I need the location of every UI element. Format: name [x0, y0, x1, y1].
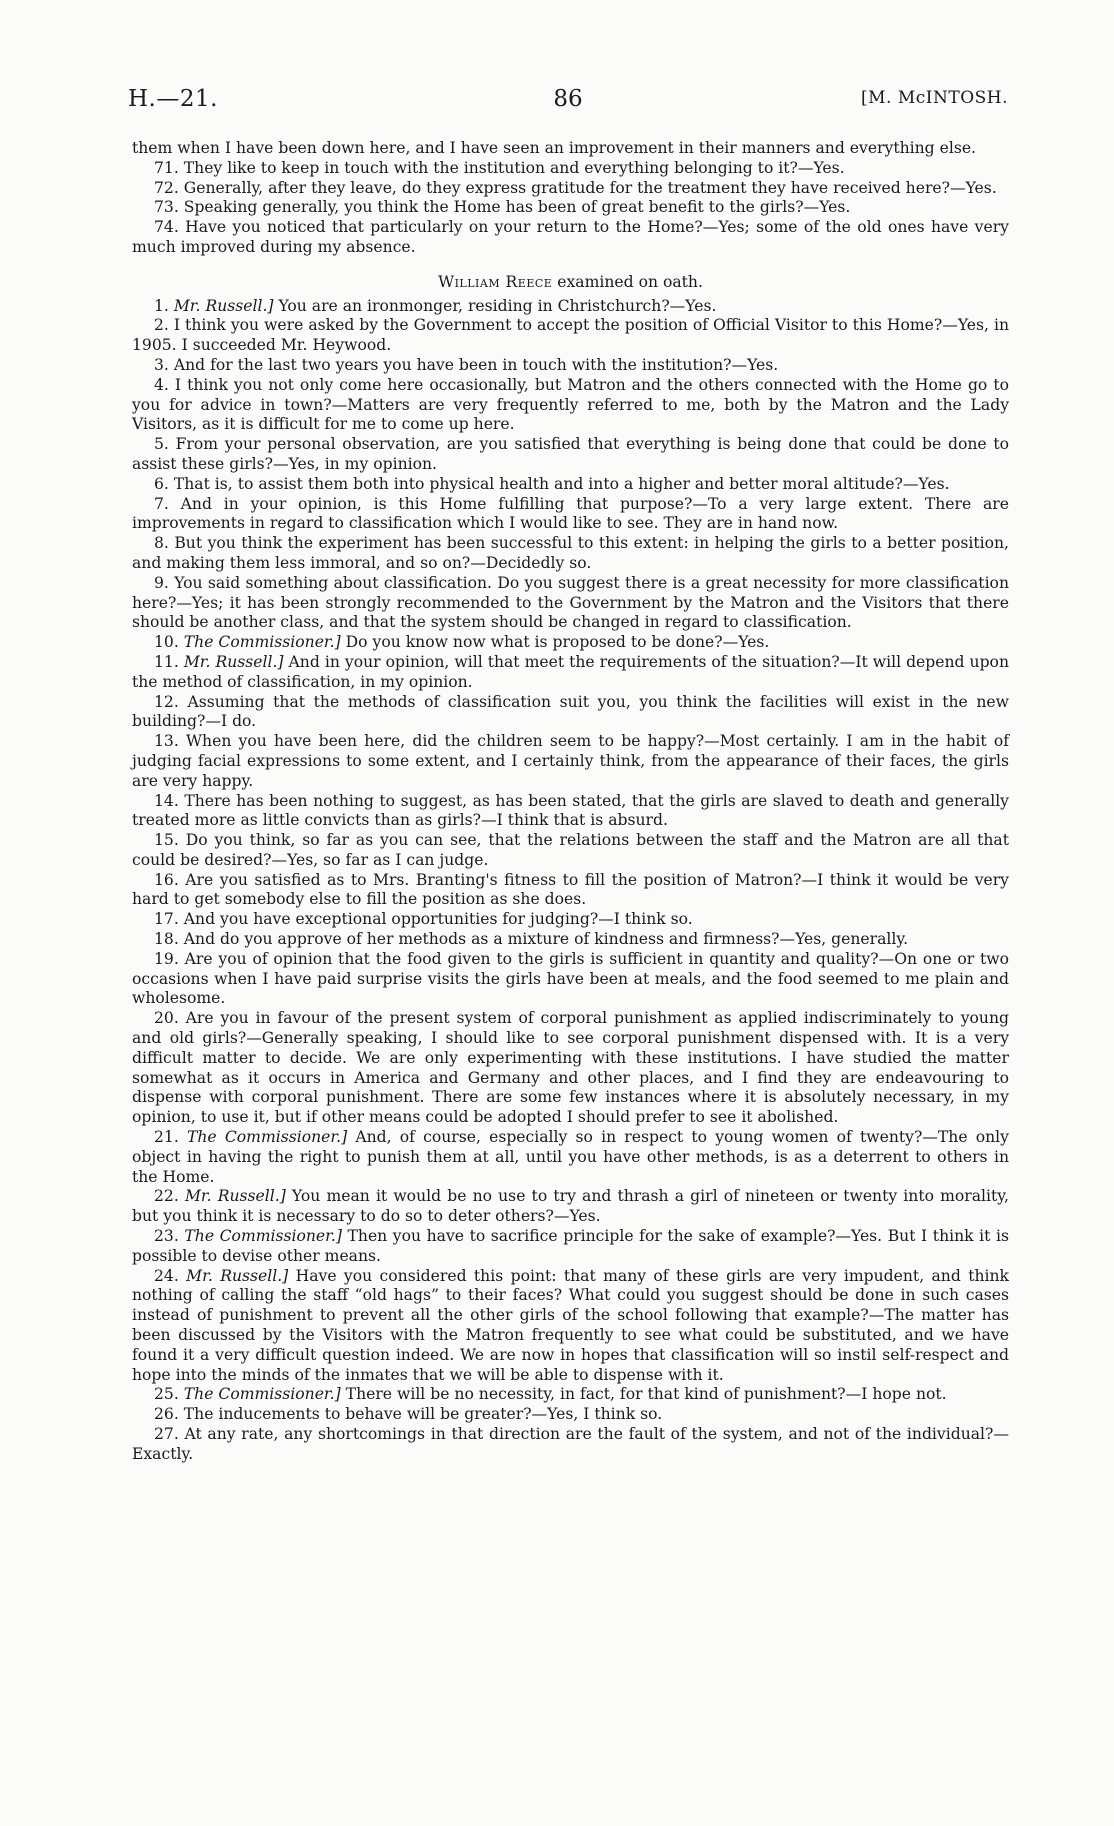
question-text: There has been nothing to suggest, as has been stated, that the girls are slaved to death and generally treated more as little convicts than as girls?—I think that is absurd.	[132, 791, 1009, 830]
question-text: Then you have to sacrifice principle for the sake of example?—Yes. But I think it is possible to devise other means.	[132, 1227, 1009, 1265]
question-number: 5.	[154, 435, 176, 454]
intro-question: 74. Have you noticed that particularly on your return to the Home?—Yes; some of the old ones have very much improved during my absence.	[132, 218, 1009, 256]
witness-heading	[132, 273, 1009, 293]
question-number: 3.	[154, 355, 174, 374]
question-answer	[132, 1267, 1009, 1386]
question-number: 14.	[154, 791, 185, 810]
speaker: Mr. Russell.]	[186, 1266, 289, 1285]
speaker: The Commissioner.]	[183, 633, 341, 652]
question-answer	[132, 495, 1009, 535]
witness-heading-suffix: examined on oath.	[552, 272, 703, 291]
question-answer	[132, 1009, 1009, 1128]
question-text: You are an ironmonger, residing in Christchurch?—Yes.	[273, 296, 717, 315]
question-text: I think you not only come here occasionally, but Matron and the others connected with the Home go to you for advice in town?—Matters are very frequently referred to me, both by the Matron and the Lady Visitors, as it is difficult for me to come up here.	[132, 375, 1009, 434]
question-text: And you have exceptional opportunities for judging?—I think so.	[183, 910, 693, 929]
speaker: The Commissioner.]	[186, 1128, 348, 1147]
question-answer	[132, 1128, 1009, 1187]
question-answer	[132, 930, 1009, 950]
intro-question: 73. Speaking generally, you think the Home has been of great benefit to the girls?—Yes.	[154, 198, 851, 217]
question-answer	[132, 732, 1009, 791]
question-number: 10.	[154, 633, 184, 652]
question-text: And do you approve of her methods as a mixture of kindness and firmness?—Yes, generally.	[183, 930, 909, 949]
question-text: From your personal observation, are you satisfied that everything is being done that could be done to assist these girls?—Yes, in my opinion.	[132, 435, 1009, 473]
question-number: 11.	[154, 652, 184, 671]
question-number: 2.	[154, 316, 174, 335]
question-number: 20.	[154, 1009, 186, 1028]
question-number: 12.	[154, 692, 188, 711]
question-text: Do you know now what is proposed to be done?—Yes.	[340, 633, 770, 652]
question-number: 4.	[154, 375, 175, 394]
question-answer	[132, 1385, 1009, 1405]
question-number: 27.	[154, 1425, 185, 1443]
question-answer	[132, 653, 1009, 693]
document-body	[132, 139, 1009, 1465]
question-number: 7.	[154, 494, 181, 513]
speaker: The Commissioner.]	[183, 1385, 341, 1404]
question-text: Are you satisfied as to Mrs. Branting's fitness to fill the position of Matron?—I think it would be very hard to get somebody else to fill the position as she does.	[132, 870, 1009, 909]
question-answer	[132, 1405, 1009, 1425]
question-text: The inducements to behave will be greater?—Yes, I think so.	[183, 1405, 663, 1424]
question-answer	[132, 831, 1009, 871]
question-text: You mean it would be no use to try and thrash a girl of nineteen or twenty into morality, but you think it is necessary to do so to deter others?—Yes.	[132, 1187, 1009, 1226]
question-answer	[132, 910, 1009, 930]
question-answer	[132, 693, 1009, 733]
question-answer	[132, 534, 1009, 574]
question-text: And in your opinion, will that meet the requirements of the situation?—It will depend upon the method of classification, in my opinion.	[132, 652, 1009, 691]
question-answer	[132, 1227, 1009, 1267]
witness-running-head: [M. McINTOSH.	[860, 88, 1008, 108]
question-text: That is, to assist them both into physical health and into a higher and better moral altitude?—Yes.	[173, 474, 950, 493]
speaker: The Commissioner.]	[184, 1227, 342, 1246]
question-list	[132, 297, 1009, 1465]
question-number: 21.	[154, 1128, 187, 1147]
question-answer	[132, 475, 1009, 495]
question-text: But you think the experiment has been successful to this extent: in helping the girls to a better position, and making them less immoral, and so on?—Decidedly so.	[132, 534, 1009, 572]
question-text: When you have been here, did the children seem to be happy?—Most certainly. I am in the habit of judging facial expressions to some extent, and I certainly think, from the appearance of their faces, the girls are very happy.	[132, 732, 1009, 790]
question-answer	[132, 356, 1009, 376]
continued-paragraph: them when I have been down here, and I have seen an improvement in their manners and everything else.	[132, 139, 977, 157]
question-answer	[132, 376, 1009, 435]
question-text: At any rate, any shortcomings in that direction are the fault of the system, and not of the individual?—Exactly.	[132, 1425, 1009, 1463]
question-number: 15.	[154, 831, 186, 850]
intro-question: 71. They like to keep in touch with the institution and everything belonging to it?—Yes.	[154, 158, 845, 177]
witness-name: William Reece	[438, 272, 553, 291]
question-number: 8.	[154, 534, 175, 553]
question-answer	[132, 435, 1009, 475]
question-answer	[132, 297, 1009, 317]
question-answer	[132, 574, 1009, 633]
speaker: Mr. Russell.]	[184, 1187, 286, 1206]
page-header	[128, 86, 1008, 116]
question-answer	[132, 792, 1009, 832]
question-number: 26.	[154, 1405, 184, 1424]
paper-reference: H.—21.	[128, 86, 218, 112]
question-number: 1.	[154, 296, 174, 315]
question-number: 25.	[154, 1385, 184, 1404]
question-text: You said something about classification. Do you suggest there is a great necessity for more classification here?—Yes; it has been strongly recommended to the Government by the Matron and the Visitors that there should be another class, and that the system should be changed in regard to classification.	[132, 573, 1009, 632]
speaker: Mr. Russell.]	[173, 296, 274, 315]
question-text: There will be no necessity, in fact, for that kind of punishment?—I hope not.	[340, 1385, 947, 1404]
question-text: Have you considered this point: that many of these girls are very impudent, and think nothing of calling the staff “old hags” to their faces? What could you suggest should be done in such cases instead of punishment to prevent all the other girls of the school following that example?—The matter has been discussed by the Visitors with the Matron frequently to see what could be substituted, and we have found it a very difficult question indeed. We are now in hopes that classification will so instil self-respect and hope into the minds of the inmates that we will be able to dispense with it.	[132, 1266, 1009, 1384]
question-number: 19.	[154, 949, 185, 968]
question-answer	[132, 1187, 1009, 1227]
question-answer	[132, 1425, 1009, 1465]
question-text: Do you think, so far as you can see, that the relations between the staff and the Matron are all that could be desired?—Yes, so far as I can judge.	[132, 831, 1009, 869]
question-text: Are you in favour of the present system of corporal punishment as applied indiscriminately to young and old girls?—Generally speaking, I should like to see corporal punishment dispensed with. It is a very difficult matter to decide. We are only experimenting with these institutions. I have studied the matter somewhat as it occurs in America and Germany and other places, and I find they are endeavouring to dispense with corporal punishment. There are some few instances where it is absolutely necessary, in my opinion, to use it, but if other means could be adopted I should prefer to see it abolished.	[132, 1009, 1009, 1127]
question-number: 9.	[154, 573, 175, 592]
question-number: 16.	[154, 870, 186, 889]
question-text: Are you of opinion that the food given to the girls is sufficient in quantity and quality?—On one or two occasions when I have paid surprise visits the girls have been at meals, and the food seemed to me plain and wholesome.	[132, 949, 1009, 1008]
question-text: And, of course, especially so in respect to young women of twenty?—The only object in having the right to punish them at all, until you have other methods, is as a deterrent to others in the Home.	[132, 1128, 1009, 1186]
question-number: 18.	[154, 930, 184, 949]
question-number: 23.	[154, 1227, 185, 1246]
question-number: 6.	[154, 474, 174, 493]
page-number: 86	[553, 86, 583, 112]
question-number: 17.	[154, 910, 184, 929]
question-text: And in your opinion, is this Home fulfilling that purpose?—To a very large extent. There are improvements in regard to classification which I would like to see. They are in hand now.	[132, 494, 1009, 533]
question-text: And for the last two years you have been in touch with the institution?—Yes.	[173, 355, 779, 374]
question-number: 13.	[154, 732, 187, 751]
speaker: Mr. Russell.]	[183, 652, 284, 671]
question-number: 22.	[154, 1187, 185, 1206]
intro-question: 72. Generally, after they leave, do they express gratitude for the treatment they have received here?—Yes.	[154, 178, 997, 197]
question-answer	[132, 316, 1009, 356]
question-answer	[132, 633, 1009, 653]
question-text: I think you were asked by the Government to accept the position of Official Visitor to this Home?—Yes, in 1905. I succeeded Mr. Heywood.	[132, 316, 1010, 355]
question-text: Assuming that the methods of classification suit you, you think the facilities will exist in the new building?—I do.	[132, 692, 1009, 731]
question-number: 24.	[154, 1266, 187, 1285]
question-answer	[132, 950, 1009, 1009]
question-answer	[132, 871, 1009, 911]
